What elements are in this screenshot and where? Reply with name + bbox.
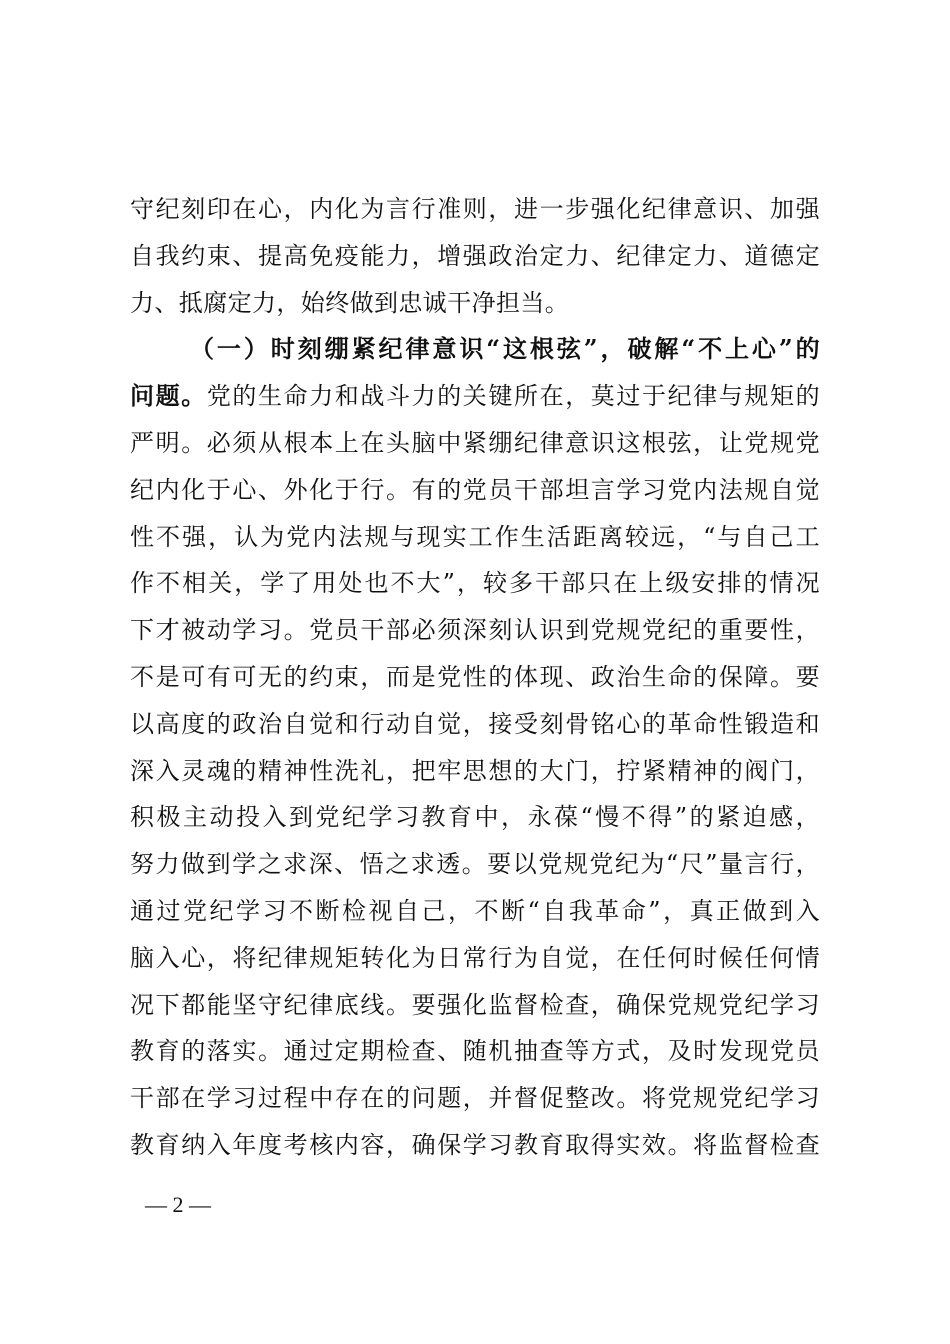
- paragraph-line: 况下都能坚守纪律底线。要强化监督检查，确保党规党纪学习: [130, 990, 820, 1019]
- paragraph-line: 教育的落实。通过定期检查、随机抽查等方式，及时发现党员: [130, 1037, 820, 1066]
- paragraph-line: 教育纳入年度考核内容，确保学习教育取得实效。将监督检查: [130, 1130, 820, 1159]
- paragraph-line: 脑入心，将纪律规矩转化为日常行为自觉，在任何时候任何情: [130, 943, 820, 972]
- page-number: — 2 —: [145, 1192, 211, 1217]
- paragraph-line: 自我约束、提高免疫能力，增强政治定力、纪律定力、道德定: [130, 241, 820, 270]
- paragraph-line: 作不相关，学了用处也不大”，较多干部只在上级安排的情况: [130, 569, 820, 598]
- section-heading-continuation: [130, 373, 820, 420]
- section-heading-end: 问题。: [130, 381, 207, 411]
- paragraph-line: 干部在学习过程中存在的问题，并督促整改。将党规党纪学习: [130, 1084, 820, 1113]
- paragraph-line: 努力做到学之求深、悟之求透。要以党规党纪为“尺”量言行，: [130, 850, 820, 879]
- paragraph-line: 深入灵魂的精神性洗礼，把牢思想的大门，拧紧精神的阀门，: [130, 756, 820, 785]
- document-body: [130, 186, 820, 1169]
- paragraph-line: 以高度的政治自觉和行动自觉，接受刻骨铭心的革命性锻造和: [130, 709, 820, 738]
- paragraph-line: 力、抵腐定力，始终做到忠诚干净担当。: [130, 288, 570, 317]
- paragraph-line: 纪内化于心、外化于行。有的党员干部坦言学习党内法规自觉: [130, 475, 820, 504]
- paragraph-line: 守纪刻印在心，内化为言行准则，进一步强化纪律意识、加强: [130, 195, 820, 223]
- paragraph-line: 严明。必须从根本上在头脑中紧绷纪律意识这根弦，让党规党: [130, 428, 820, 457]
- paragraph-line: 通过党纪学习不断检视自己，不断“自我革命”，真正做到入: [130, 896, 820, 925]
- paragraph-line: 不是可有可无的约束，而是党性的体现、政治生命的保障。要: [130, 662, 820, 691]
- paragraph-line: 积极主动投入到党纪学习教育中，永葆“慢不得”的紧迫感，: [130, 803, 820, 832]
- paragraph-line: 性不强，认为党内法规与现实工作生活距离较远，“与自己工: [130, 522, 820, 551]
- paragraph-text: 党的生命力和战斗力的关键所在，莫过于纪律与规矩的: [206, 382, 820, 411]
- paragraph-line: 下才被动学习。党员干部必须深刻认识到党规党纪的重要性，: [130, 616, 820, 645]
- section-heading: （一）时刻绷紧纪律意识“这根弦”，破解“不上心”的: [190, 334, 820, 364]
